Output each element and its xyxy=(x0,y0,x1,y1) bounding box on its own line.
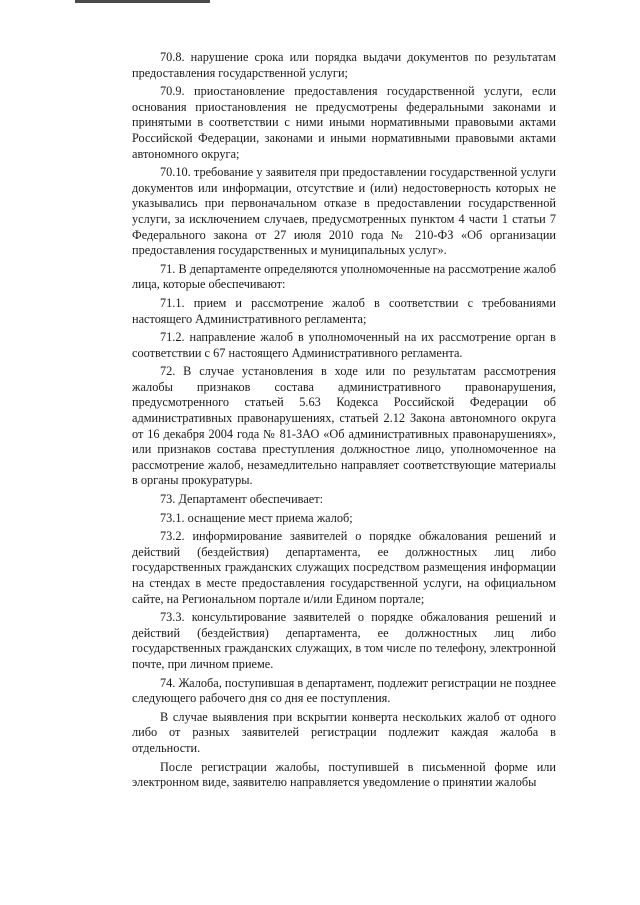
scan-top-edge xyxy=(75,0,210,3)
paragraph-73-2: 73.2. информирование заявителей о порядке обжалования решений и действий (бездействия) департамента, ее должностных лиц либо государственных гражданских служащих посредством размещения информации на стендах в месте предоставления государственной услуги, на официальном сайте, на Региональном портале и/или Едином портале; xyxy=(132,529,556,606)
paragraph-73: 73. Департамент обеспечивает: xyxy=(160,492,324,507)
paragraph-70-8: 70.8. нарушение срока или порядка выдачи документов по результатам предоставления государственной услуги; xyxy=(132,50,556,80)
paragraph-71-1: 71.1. прием и рассмотрение жалоб в соответствии с требованиями настоящего Административного регламента; xyxy=(132,295,556,326)
paragraph-73-1: 73.1. оснащение мест приема жалоб; xyxy=(160,510,353,525)
paragraph-70-10: 70.10. требование у заявителя при предоставлении государственной услуги документов или информации, отсутствие и (или) недостоверность которых не указывались при первоначальном отказе в предоставлении государственной услуги, за исключением случаев, предусмотренных пунктом 4 части 1 статьи 7 Федерального закона от 27 июля 2010 года № 210-ФЗ «Об организации предоставления государственных и муниципальных услуг». xyxy=(132,165,556,258)
paragraph-74: 74. Жалоба, поступившая в департамент, подлежит регистрации не позднее следующего рабочего дня со дня ее поступления. xyxy=(132,675,556,706)
paragraph-70-9: 70.9. приостановление предоставления государственной услуги, если основания приостановления не предусмотрены федеральными законами и принятыми в соответствии с ними иными нормативными правовыми актами Российской Федерации, законами и иными нормативными правовыми актами автономного округа; xyxy=(132,84,556,161)
document-body xyxy=(132,50,556,794)
paragraph-74-envelope: В случае выявления при вскрытии конверта нескольких жалоб от одного либо от разных заявителей регистрации подлежит каждая жалоба в отдельности. xyxy=(132,709,556,755)
paragraph-71-2: 71.2. направление жалоб в уполномоченный на их рассмотрение орган в соответствии с 67 настоящего Административного регламента. xyxy=(132,330,556,360)
paragraph-72: 72. В случае установления в ходе или по результатам рассмотрения жалобы признаков состава административного правонарушения, предусмотренного статьей 5.63 Кодекса Российской Федерации об административных правонарушениях, статьей 2.12 Закона автономного округа от 16 декабря 2004 года № 81-ЗАО «Об административных правонарушениях», или признаков состава преступления должностное лицо, уполномоченное на рассмотрение жалоб, незамедлительно направляет соответствующие материалы в органы прокуратуры. xyxy=(132,364,556,488)
paragraph-74-notification: После регистрации жалобы, поступившей в письменной форме или электронном виде, заявителю направляется уведомление о принятии жалобы xyxy=(132,759,556,790)
paragraph-71: 71. В департаменте определяются уполномоченные на рассмотрение жалоб лица, которые обеспечивают: xyxy=(132,261,556,292)
paragraph-73-3: 73.3. консультирование заявителей о порядке обжалования решений и действий (бездействия) департамента, ее должностных лиц либо государственных гражданских служащих, в том числе по телефону, электронной почте, при личном приеме. xyxy=(132,610,556,671)
